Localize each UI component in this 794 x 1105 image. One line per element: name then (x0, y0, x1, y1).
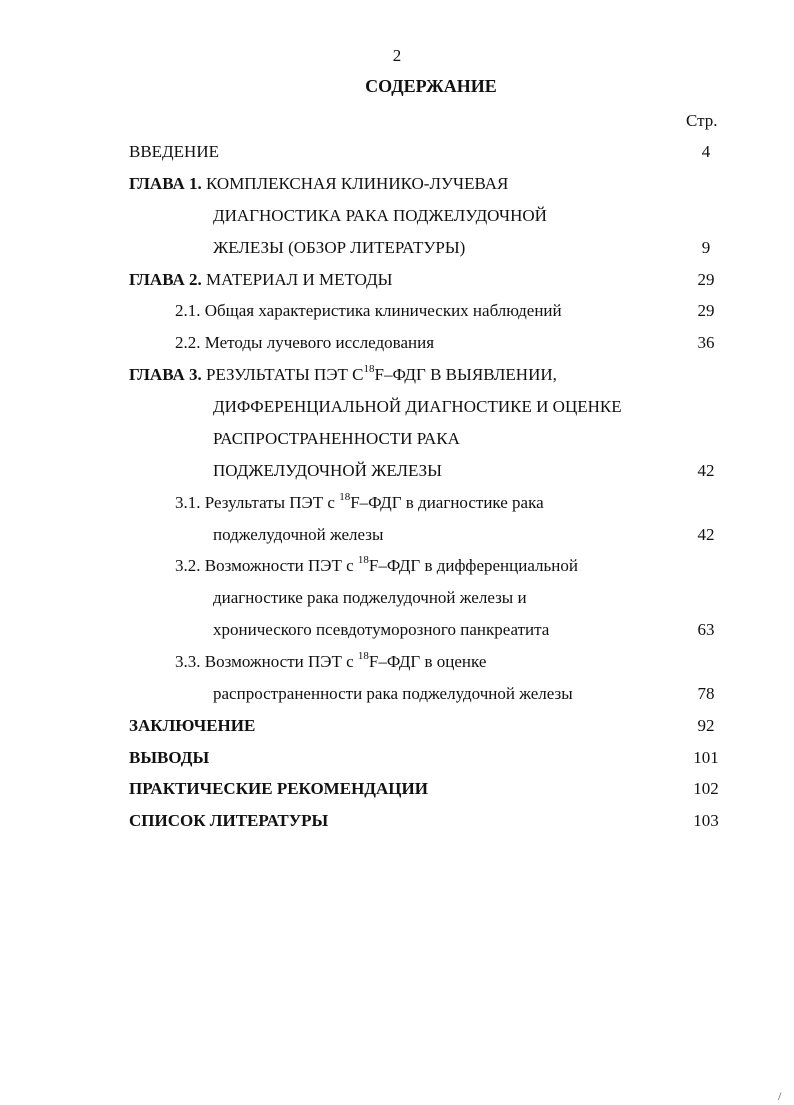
scan-mark: / (778, 1089, 782, 1103)
toc-entry-page: 102 (693, 779, 719, 798)
toc-entry-page: 63 (697, 620, 715, 639)
chapter-prefix: ГЛАВА 1. (129, 174, 202, 193)
toc-entry-title: СПИСОК ЛИТЕРАТУРЫ (129, 811, 329, 830)
section-title-line: 3.1. Результаты ПЭТ с (175, 493, 335, 512)
isotope-superscript: 18 (357, 650, 369, 662)
section-title-line: 3.3. Возможности ПЭТ с (175, 652, 354, 671)
section-title-line: 3.2. Возможности ПЭТ с (175, 556, 354, 575)
page-title: СОДЕРЖАНИЕ (365, 76, 497, 96)
toc-entry-page: 29 (697, 270, 715, 289)
toc-entry-title: ЗАКЛЮЧЕНИЕ (129, 716, 256, 735)
toc-entry-title: ВЫВОДЫ (129, 748, 210, 767)
toc-entry-title: ПРАКТИЧЕСКИЕ РЕКОМЕНДАЦИИ (129, 779, 428, 798)
toc-entry-title-continued: диагностике рака поджелудочной железы и (213, 588, 527, 607)
toc-entry-page: 103 (693, 811, 719, 830)
page-number: 2 (392, 46, 402, 65)
toc-entry-title (129, 270, 393, 290)
toc-entry-title-continued: распространенности рака поджелудочной железы (213, 684, 573, 703)
toc-entry-title-continued: поджелудочной железы (213, 525, 384, 544)
chapter-prefix: ГЛАВА 2. (129, 270, 202, 289)
toc-entry-page: 101 (693, 748, 719, 767)
page-column-header: Стр. (686, 111, 718, 130)
toc-entry-title-continued: ЖЕЛЕЗЫ (ОБЗОР ЛИТЕРАТУРЫ) (213, 238, 466, 257)
toc-entry-title (175, 652, 486, 672)
toc-entry-title: ВВЕДЕНИЕ (129, 142, 219, 161)
toc-entry-page: 42 (697, 461, 715, 480)
toc-entry-page: 36 (697, 333, 715, 352)
toc-entry-title (175, 493, 544, 513)
chapter-prefix: ГЛАВА 3. (129, 365, 202, 384)
toc-entry-page: 78 (697, 684, 715, 703)
chapter-title-line: КОМПЛЕКСНАЯ КЛИНИКО-ЛУЧЕВАЯ (206, 174, 509, 193)
toc-entry-title-continued: ПОДЖЕЛУДОЧНОЙ ЖЕЛЕЗЫ (213, 461, 442, 480)
toc-entry-page: 92 (697, 716, 715, 735)
toc-entry-title-continued: ДИФФЕРЕНЦИАЛЬНОЙ ДИАГНОСТИКЕ И ОЦЕНКЕ (213, 397, 622, 416)
isotope-superscript: 18 (357, 554, 369, 566)
toc-entry-title: 2.1. Общая характеристика клинических наблюдений (175, 301, 562, 320)
toc-entry-title-continued: хронического псевдотуморозного панкреатита (213, 620, 550, 639)
toc-entry-title: 2.2. Методы лучевого исследования (175, 333, 435, 352)
toc-entry-title (129, 174, 508, 194)
isotope-superscript: 18 (363, 363, 375, 375)
toc-entry-page: 29 (697, 301, 715, 320)
toc-entry-title-continued: ДИАГНОСТИКА РАКА ПОДЖЕЛУДОЧНОЙ (213, 206, 547, 225)
chapter-title-line: РЕЗУЛЬТАТЫ ПЭТ С (206, 365, 364, 384)
chapter-title-line: МАТЕРИАЛ И МЕТОДЫ (206, 270, 393, 289)
toc-entry-title-continued: РАСПРОСТРАНЕННОСТИ РАКА (213, 429, 460, 448)
toc-entry-title (175, 556, 578, 576)
section-title-line: F–ФДГ в диагностике рака (350, 493, 544, 512)
toc-entry-page: 4 (701, 142, 711, 161)
section-title-line: F–ФДГ в дифференциальной (368, 556, 578, 575)
chapter-title-line: F–ФДГ В ВЫЯВЛЕНИИ, (374, 365, 557, 384)
section-title-line: F–ФДГ в оценке (368, 652, 487, 671)
isotope-superscript: 18 (339, 491, 351, 503)
toc-entry-page: 9 (701, 238, 711, 257)
toc-entry-page: 42 (697, 525, 715, 544)
toc-entry-title (129, 365, 557, 385)
